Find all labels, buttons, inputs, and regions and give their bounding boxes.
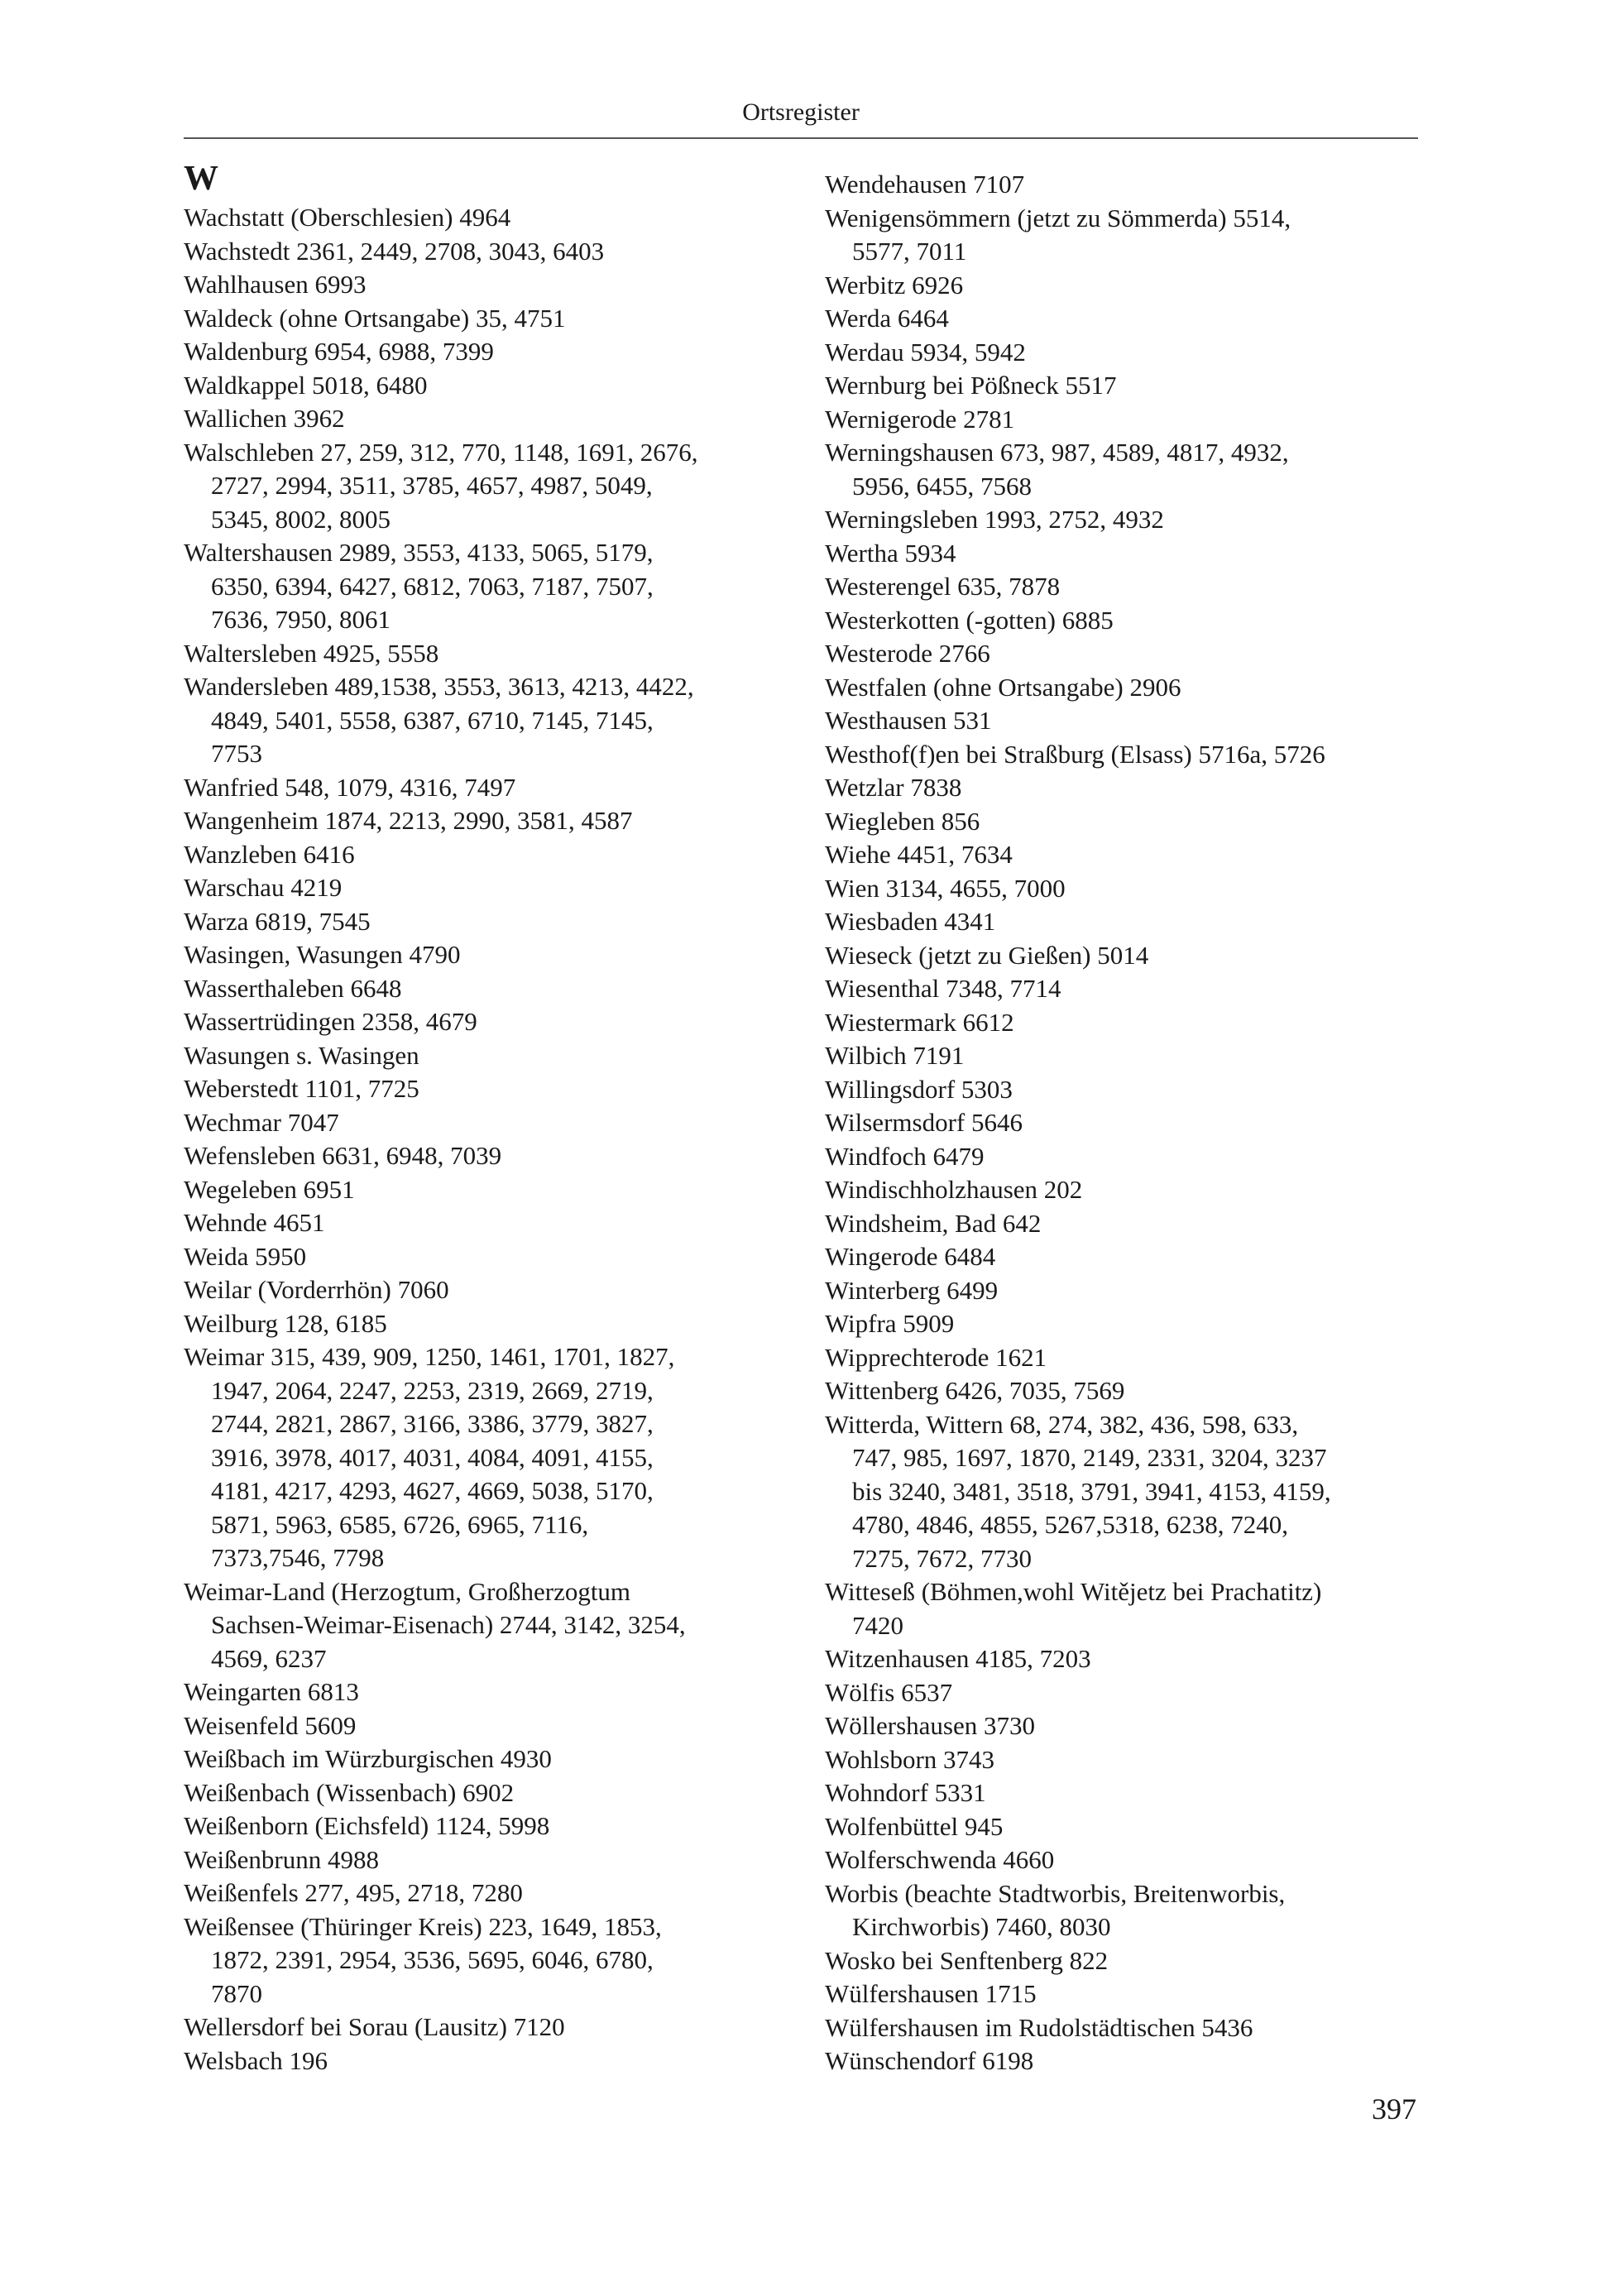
index-entry <box>825 1106 1421 1140</box>
index-entry-line: Weilburg 128, 6185 <box>184 1308 387 1338</box>
index-entry <box>825 503 1421 537</box>
index-entry-line: Witteseß (Böhmen,wohl Witějetz bei Prachatitz) <box>825 1577 1322 1606</box>
index-entry <box>825 436 1421 503</box>
index-entry-line: 4780, 4846, 4855, 5267,5318, 6238, 7240, <box>852 1510 1288 1539</box>
index-entry <box>825 1073 1421 1107</box>
index-entry <box>825 1006 1421 1040</box>
index-entry-line: Weißenfels 277, 495, 2718, 7280 <box>184 1878 523 1907</box>
running-header-title: Ortsregister <box>742 98 860 126</box>
index-entry-line: Waltersleben 4925, 5558 <box>184 638 439 668</box>
index-entry <box>825 637 1421 671</box>
index-entry-line: 7275, 7672, 7730 <box>852 1543 1032 1573</box>
index-entry-line: Wernburg bei Pößneck 5517 <box>825 371 1117 400</box>
index-entry <box>825 1408 1421 1576</box>
index-entry <box>825 1207 1421 1241</box>
index-entry-line: Wasungen s. Wasingen <box>184 1040 419 1070</box>
index-entry <box>825 168 1421 202</box>
index-entry-line: Wechmar 7047 <box>184 1107 339 1137</box>
index-entry-line: Weingarten 6813 <box>184 1677 359 1706</box>
index-entry <box>184 235 779 269</box>
index-entry <box>825 1676 1421 1710</box>
index-entry <box>184 1206 779 1240</box>
index-entry <box>825 939 1421 973</box>
index-entry-line: 7373,7546, 7798 <box>211 1543 385 1572</box>
index-entry <box>184 1307 779 1341</box>
index-entry-line: Wiegleben 856 <box>825 806 980 836</box>
index-entry <box>184 1240 779 1274</box>
index-entry-line: Westhof(f)en bei Straßburg (Elsass) 5716a, 5726 <box>825 739 1325 769</box>
index-entry <box>184 1173 779 1207</box>
index-entry-line: Wülfershausen 1715 <box>825 1979 1037 2008</box>
index-entry-line: Weimar-Land (Herzogtum, Großherzogtum <box>184 1576 631 1606</box>
index-entry <box>825 336 1421 370</box>
index-entry-line: Wanfried 548, 1079, 4316, 7497 <box>184 772 516 802</box>
index-entry <box>825 537 1421 571</box>
index-entry-line: 747, 985, 1697, 1870, 2149, 2331, 3204, 3237 <box>852 1443 1327 1472</box>
index-entry-line: Welsbach 196 <box>184 2045 328 2075</box>
index-entry-line: Wallichen 3962 <box>184 404 345 433</box>
index-entry-line: 5956, 6455, 7568 <box>852 471 1032 501</box>
index-entry <box>184 938 779 972</box>
index-entry-line: Willingsdorf 5303 <box>825 1074 1013 1104</box>
index-entry <box>184 1843 779 1877</box>
index-entry-line: 4849, 5401, 5558, 6387, 6710, 7145, 7145, <box>211 705 654 735</box>
index-entry-line: Wipfra 5909 <box>825 1309 955 1338</box>
index-entry <box>825 738 1421 772</box>
index-entry <box>825 1642 1421 1676</box>
index-entry-line: Wittenberg 6426, 7035, 7569 <box>825 1376 1125 1405</box>
index-entry-line: Waldeck (ohne Ortsangabe) 35, 4751 <box>184 303 566 333</box>
index-entry-line: Wohlsborn 3743 <box>825 1744 995 1774</box>
index-entry-line: Weißenbrunn 4988 <box>184 1844 379 1874</box>
right-index-column <box>825 168 1421 2078</box>
index-entry-line: Wölfis 6537 <box>825 1677 953 1707</box>
index-entry <box>184 1675 779 1709</box>
index-entry <box>825 2044 1421 2078</box>
index-entry <box>184 1005 779 1039</box>
index-entry-line: Wülfershausen im Rudolstädtischen 5436 <box>825 2012 1253 2042</box>
index-entry <box>825 570 1421 604</box>
index-entry-line: Wandersleben 489,1538, 3553, 3613, 4213, 4422, <box>184 672 694 701</box>
index-entry-line: Weißbach im Würzburgischen 4930 <box>184 1744 552 1773</box>
index-entry-line: 4569, 6237 <box>211 1643 327 1673</box>
index-entry-line: Waldenburg 6954, 6988, 7399 <box>184 337 494 366</box>
index-entry <box>825 1776 1421 1810</box>
index-entry <box>184 871 779 905</box>
left-index-column <box>184 201 779 2078</box>
index-entry-line: Wöllershausen 3730 <box>825 1711 1035 1740</box>
index-entry <box>825 671 1421 705</box>
index-entry <box>184 335 779 369</box>
index-entry <box>825 1341 1421 1375</box>
index-entry-line: Wendehausen 7107 <box>825 170 1025 199</box>
index-entry <box>184 302 779 336</box>
index-entry-line: Wachstedt 2361, 2449, 2708, 3043, 6403 <box>184 236 605 266</box>
index-entry <box>184 402 779 436</box>
index-entry-line: Wohndorf 5331 <box>825 1778 986 1807</box>
index-entry-line: Wien 3134, 4655, 7000 <box>825 873 1066 903</box>
index-entry-line: Wilbich 7191 <box>825 1041 965 1070</box>
index-entry-line: Wassertrüdingen 2358, 4679 <box>184 1007 477 1036</box>
index-entry-line: Wolferschwenda 4660 <box>825 1845 1055 1874</box>
index-entry <box>825 1877 1421 1944</box>
index-entry-line: Waltershausen 2989, 3553, 4133, 5065, 5179, <box>184 538 654 567</box>
index-entry-line: Wenigensömmern (jetzt zu Sömmerda) 5514, <box>825 203 1291 232</box>
index-entry-line: Wosko bei Senftenberg 822 <box>825 1945 1109 1975</box>
index-entry <box>825 1307 1421 1341</box>
index-entry-line: Wehnde 4651 <box>184 1208 325 1237</box>
index-entry-line: Wiehe 4451, 7634 <box>825 840 1013 869</box>
index-entry-line: Wünschendorf 6198 <box>825 2046 1034 2075</box>
index-entry <box>825 1274 1421 1308</box>
index-entry-line: Windischholzhausen 202 <box>825 1175 1083 1204</box>
index-entry <box>184 838 779 872</box>
index-entry-line: Weißensee (Thüringer Kreis) 223, 1649, 1853, <box>184 1911 662 1941</box>
index-entry <box>184 637 779 671</box>
index-entry <box>825 604 1421 638</box>
index-entry <box>825 1977 1421 2011</box>
index-entry-line: Weida 5950 <box>184 1241 307 1271</box>
index-entry <box>184 369 779 403</box>
index-entry <box>825 1575 1421 1642</box>
index-entry-line: bis 3240, 3481, 3518, 3791, 3941, 4153, 4159, <box>852 1476 1331 1506</box>
index-entry-line: 6350, 6394, 6427, 6812, 7063, 7187, 7507, <box>211 571 654 601</box>
index-entry-line: Wieseck (jetzt zu Gießen) 5014 <box>825 940 1149 970</box>
index-entry-line: Witzenhausen 4185, 7203 <box>825 1644 1091 1673</box>
index-entry-line: 7636, 7950, 8061 <box>211 605 391 634</box>
index-entry-line: Werbitz 6926 <box>825 270 964 300</box>
index-entry-line: Werningshausen 673, 987, 4589, 4817, 4932, <box>825 438 1289 467</box>
index-entry-line: 1872, 2391, 2954, 3536, 5695, 6046, 6780, <box>211 1945 654 1974</box>
index-entry-line: Waldkappel 5018, 6480 <box>184 370 428 400</box>
index-entry <box>184 1273 779 1307</box>
index-entry-line: Winterberg 6499 <box>825 1275 999 1305</box>
index-entry <box>825 1173 1421 1207</box>
index-entry <box>825 403 1421 437</box>
index-entry <box>184 670 779 771</box>
index-entry <box>184 1709 779 1743</box>
index-entry-line: Westfalen (ohne Ortsangabe) 2906 <box>825 672 1181 702</box>
index-entry <box>825 1240 1421 1274</box>
index-entry-line: Wahlhausen 6993 <box>184 270 367 299</box>
index-entry <box>184 1877 779 1910</box>
index-entry <box>184 1139 779 1173</box>
index-entry-line: Weißenborn (Eichsfeld) 1124, 5998 <box>184 1811 550 1840</box>
index-entry-line: Westerode 2766 <box>825 639 990 668</box>
index-entry <box>184 1575 779 1676</box>
index-entry <box>825 805 1421 839</box>
index-entry <box>184 972 779 1006</box>
index-entry-line: 7753 <box>211 739 262 768</box>
index-entry-line: Werningsleben 1993, 2752, 4932 <box>825 505 1164 534</box>
index-entry <box>184 536 779 637</box>
index-entry-line: Wegeleben 6951 <box>184 1174 355 1204</box>
index-entry <box>184 1340 779 1575</box>
index-entry <box>825 1709 1421 1743</box>
index-entry <box>184 1106 779 1140</box>
index-entry <box>825 704 1421 738</box>
index-entry-line: 3916, 3978, 4017, 4031, 4084, 4091, 4155, <box>211 1442 654 1472</box>
index-entry <box>825 771 1421 805</box>
index-entry <box>825 202 1421 269</box>
index-entry-line: Wasingen, Wasungen 4790 <box>184 940 461 969</box>
index-entry <box>184 436 779 537</box>
index-entry-line: Warschau 4219 <box>184 873 343 902</box>
index-entry-line: Werda 6464 <box>825 304 949 333</box>
index-entry <box>825 269 1421 303</box>
index-entry <box>184 201 779 235</box>
index-entry-line: Witterda, Wittern 68, 274, 382, 436, 598, 633, <box>825 1409 1299 1439</box>
index-entry <box>825 838 1421 872</box>
index-entry-line: Wingerode 6484 <box>825 1242 996 1271</box>
index-entry-line: 5345, 8002, 8005 <box>211 504 391 534</box>
index-entry-line: 1947, 2064, 2247, 2253, 2319, 2669, 2719, <box>211 1375 654 1405</box>
index-entry <box>184 1742 779 1776</box>
header-rule <box>184 137 1418 139</box>
index-entry-line: 2727, 2994, 3511, 3785, 4657, 4987, 5049, <box>211 471 653 500</box>
index-entry-line: Westerengel 635, 7878 <box>825 572 1061 601</box>
index-entry <box>184 1776 779 1810</box>
index-entry <box>825 1810 1421 1844</box>
index-entry-line: Wetzlar 7838 <box>825 773 962 802</box>
index-entry <box>825 2011 1421 2045</box>
index-entry-line: Wiesenthal 7348, 7714 <box>825 974 1061 1003</box>
index-entry-line: Wefensleben 6631, 6948, 7039 <box>184 1141 502 1170</box>
index-entry-line: Worbis (beachte Stadtworbis, Breitenworbis, <box>825 1878 1286 1908</box>
index-entry-line: Sachsen-Weimar-Eisenach) 2744, 3142, 3254, <box>211 1610 686 1639</box>
index-entry-line: Wilsermsdorf 5646 <box>825 1108 1023 1137</box>
index-entry-line: Wiesbaden 4341 <box>825 907 996 936</box>
index-entry-line: Weißenbach (Wissenbach) 6902 <box>184 1777 515 1807</box>
index-entry-line: Wasserthaleben 6648 <box>184 973 402 1003</box>
index-entry-line: Wipprechterode 1621 <box>825 1342 1047 1372</box>
index-entry <box>184 1809 779 1843</box>
index-entry <box>825 872 1421 906</box>
index-entry-line: Wernigerode 2781 <box>825 404 1015 434</box>
index-entry <box>825 1140 1421 1174</box>
index-entry-line: Wellersdorf bei Sorau (Lausitz) 7120 <box>184 2012 565 2041</box>
index-entry-line: Windsheim, Bad 642 <box>825 1208 1042 1238</box>
index-entry-line: 5577, 7011 <box>852 237 967 266</box>
index-entry <box>825 1944 1421 1978</box>
index-entry-line: Weisenfeld 5609 <box>184 1710 357 1740</box>
index-entry-line: Walschleben 27, 259, 312, 770, 1148, 1691, 2676, <box>184 437 698 467</box>
index-entry-line: 2744, 2821, 2867, 3166, 3386, 3779, 3827, <box>211 1409 654 1438</box>
index-entry-line: Wachstatt (Oberschlesien) 4964 <box>184 203 511 232</box>
index-entry <box>825 1039 1421 1073</box>
index-entry <box>825 1843 1421 1877</box>
index-entry <box>184 804 779 838</box>
index-entry <box>184 1072 779 1106</box>
page-number: 397 <box>1372 2092 1416 2126</box>
index-entry <box>184 905 779 939</box>
section-letter-heading: W <box>184 160 218 198</box>
index-entry <box>184 1039 779 1073</box>
index-entry <box>184 268 779 302</box>
index-entry <box>184 2044 779 2078</box>
index-entry-line: Wangenheim 1874, 2213, 2990, 3581, 4587 <box>184 806 633 835</box>
index-entry-line: Werdau 5934, 5942 <box>825 337 1026 367</box>
index-entry-line: Kirchworbis) 7460, 8030 <box>852 1912 1111 1941</box>
index-entry <box>825 369 1421 403</box>
index-entry <box>184 1910 779 2011</box>
index-entry-line: Wertha 5934 <box>825 538 956 568</box>
index-entry-line: 5871, 5963, 6585, 6726, 6965, 7116, <box>211 1509 589 1539</box>
index-entry <box>184 2011 779 2044</box>
index-entry <box>825 905 1421 939</box>
index-entry <box>825 1743 1421 1777</box>
index-entry-line: Weilar (Vorderrhön) 7060 <box>184 1275 449 1304</box>
index-entry-line: Weimar 315, 439, 909, 1250, 1461, 1701, 1827, <box>184 1342 675 1371</box>
index-entry <box>184 771 779 805</box>
index-entry-line: Warza 6819, 7545 <box>184 906 371 936</box>
index-entry-line: 7870 <box>211 1978 262 2008</box>
index-entry-line: Wanzleben 6416 <box>184 839 355 869</box>
index-entry <box>825 302 1421 336</box>
index-entry-line: Weberstedt 1101, 7725 <box>184 1074 419 1103</box>
index-entry-line: Westerkotten (-gotten) 6885 <box>825 605 1114 635</box>
index-entry-line: 4181, 4217, 4293, 4627, 4669, 5038, 5170, <box>211 1476 654 1505</box>
index-entry <box>825 972 1421 1006</box>
index-entry-line: Westhausen 531 <box>825 706 992 735</box>
index-entry-line: 7420 <box>852 1610 903 1640</box>
index-entry <box>825 1374 1421 1408</box>
index-entry-line: Windfoch 6479 <box>825 1141 985 1171</box>
index-entry-line: Wolfenbüttel 945 <box>825 1811 1004 1841</box>
index-entry-line: Wiestermark 6612 <box>825 1007 1014 1037</box>
